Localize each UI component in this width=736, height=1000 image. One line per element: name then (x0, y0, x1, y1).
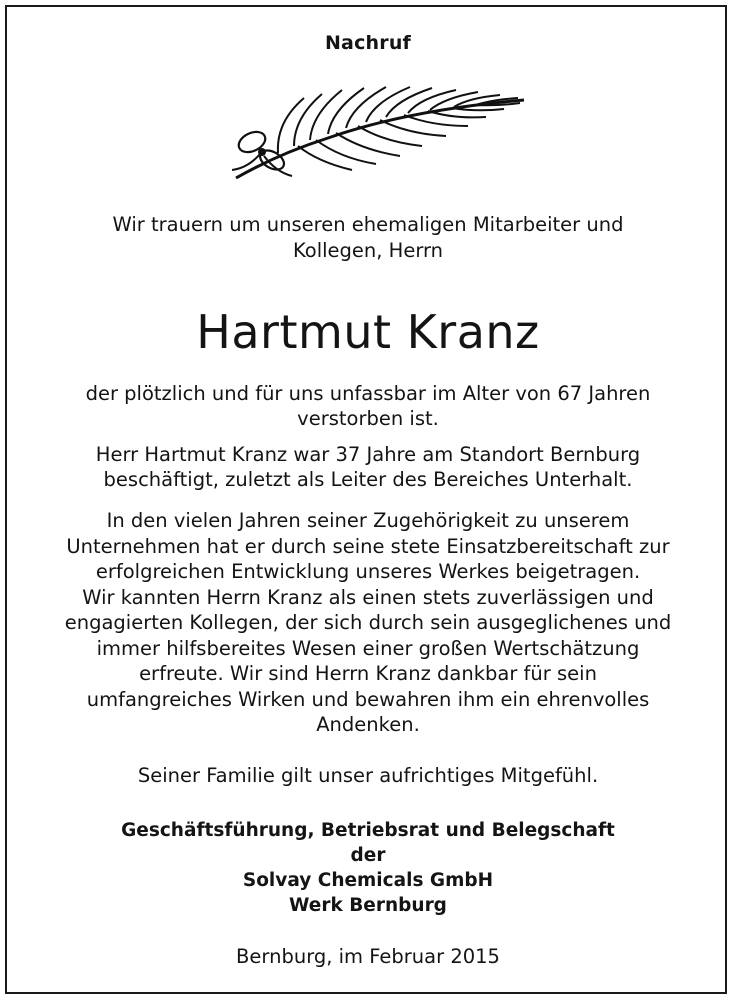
deceased-name: Hartmut Kranz (196, 305, 540, 359)
text-line: Unternehmen hat er durch seine stete Einsatzbereitschaft zur (66, 534, 670, 558)
text-line: In den vielen Jahren seiner Zugehörigkeit zu unserem (106, 509, 630, 532)
text-line: erfreute. Wir sind Herrn Kranz dankbar für sein (139, 662, 597, 685)
intro-line: Wir trauern um unseren ehemaligen Mitarbeiter und (112, 213, 624, 236)
text-line: Herr Hartmut Kranz war 37 Jahre am Standort Bernburg (95, 443, 641, 466)
text-line: verstorben ist. (297, 407, 439, 430)
paragraph-age (40, 381, 696, 431)
text-line: immer hilfsbereites Wesen einer großen Wertschätzung (96, 636, 640, 660)
text-line: engagierten Kollegen, der sich durch sein ausgeglichenes und (64, 611, 672, 634)
text-line: erfolgreichen Entwicklung unseres Werkes beigetragen. (95, 560, 641, 583)
text-line: Andenken. (316, 713, 420, 736)
paragraph-employment (40, 442, 696, 492)
signature-block (40, 818, 696, 918)
heading-nachruf: Nachruf (324, 32, 412, 54)
text-line: Bernburg, im Februar 2015 (236, 945, 500, 968)
palm-branch-icon (218, 80, 530, 184)
text-line: Seiner Familie gilt unser aufrichtiges Mitgefühl. (137, 764, 599, 787)
text-line: Wir kannten Herrn Kranz als einen stets zuverlässigen und (82, 585, 654, 609)
signature-line: Geschäftsführung, Betriebsrat und Belegschaft (121, 820, 615, 841)
text-line: umfangreiches Wirken und bewahren ihm ein ehrenvolles (86, 687, 650, 711)
signature-company: Solvay Chemicals GmbH (242, 870, 494, 891)
intro-line: Kollegen, Herrn (292, 239, 444, 262)
paragraph-condolence (40, 763, 696, 788)
paragraph-tribute (40, 508, 696, 738)
place-date (40, 944, 696, 969)
text-line: beschäftigt, zuletzt als Leiter des Bereiches Unterhalt. (103, 468, 633, 491)
intro-text (40, 212, 696, 264)
signature-site: Werk Bernburg (289, 895, 447, 916)
signature-line: der (350, 845, 386, 866)
text-line: der plötzlich und für uns unfassbar im Alter von 67 Jahren (85, 382, 651, 405)
